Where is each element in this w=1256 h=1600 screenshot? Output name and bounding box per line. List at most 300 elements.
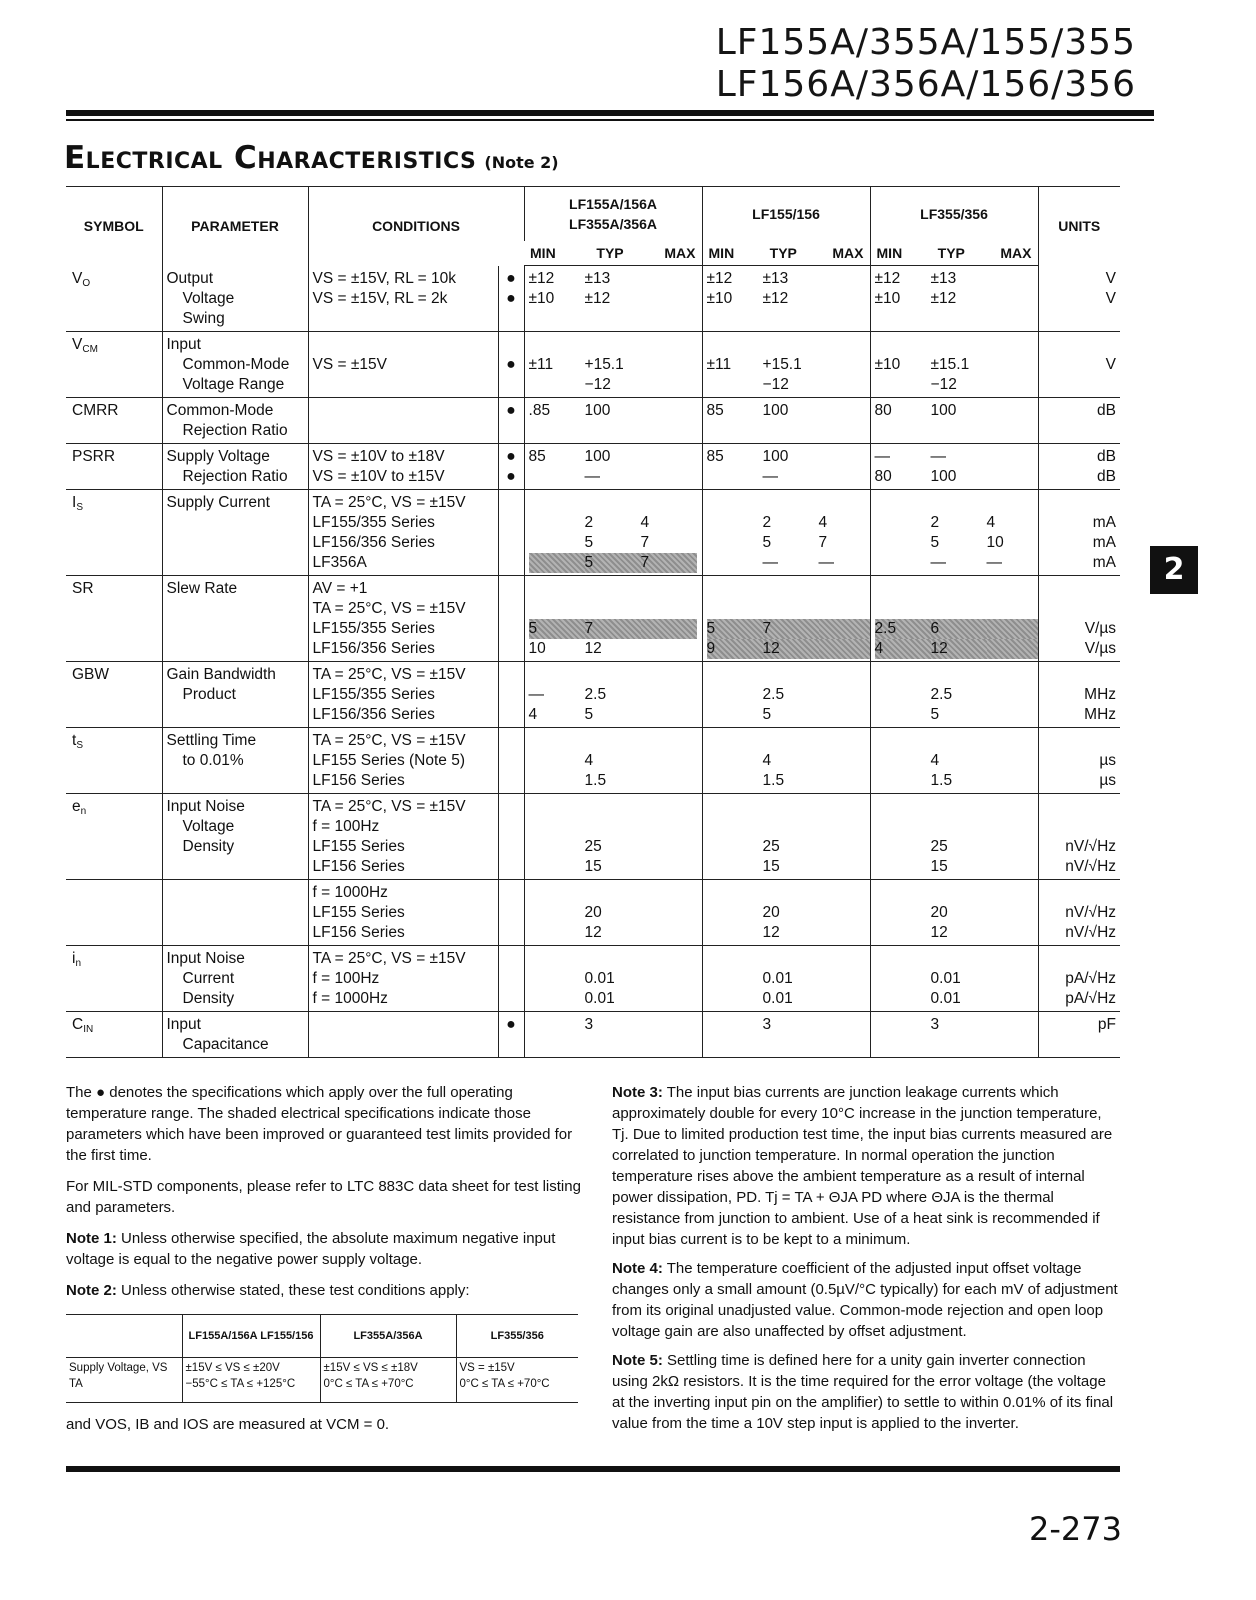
values-grid	[707, 579, 866, 659]
value-cell: 4	[640, 514, 650, 531]
value-cell	[819, 401, 871, 421]
table-row	[66, 444, 1120, 490]
value-cell	[931, 579, 987, 599]
value-cell	[875, 665, 931, 685]
value-cell: 80	[874, 402, 892, 419]
value-cell	[529, 883, 585, 903]
value-cell	[819, 375, 871, 395]
parameter-line: Settling Time	[166, 732, 257, 749]
tc-header-group-3: LF355/356	[456, 1315, 578, 1358]
tc-col-1	[182, 1358, 320, 1403]
unit-line: µs	[1099, 752, 1117, 769]
value-cell: 2.5	[930, 686, 953, 703]
bullet-marker: ●	[506, 1016, 516, 1033]
value-cell: 100	[930, 468, 957, 485]
value-cell	[585, 949, 641, 969]
note-1	[66, 1228, 586, 1270]
note-3-label: Note 3:	[612, 1084, 663, 1101]
cell-g2	[702, 398, 870, 444]
value-cell	[585, 579, 641, 599]
value-cell	[763, 493, 819, 513]
cell-conditions	[308, 794, 498, 880]
value-cell	[819, 705, 871, 725]
value-cell: 12	[931, 639, 987, 659]
value-cell: 25	[584, 838, 602, 855]
cell-symbol	[66, 662, 162, 728]
value-cell: 9	[707, 639, 763, 659]
condition-line: TA = 25°C, VS = ±15V	[312, 666, 466, 683]
value-cell	[819, 639, 871, 659]
value-cell: 100	[584, 402, 611, 419]
electrical-characteristics-table	[66, 186, 1120, 1058]
values-grid	[707, 797, 866, 877]
cell-g1	[524, 728, 702, 794]
value-cell	[819, 289, 871, 309]
note-1-label: Note 1:	[66, 1230, 117, 1247]
cell-g3	[870, 794, 1038, 880]
value-cell	[529, 731, 585, 751]
note-4-label: Note 4:	[612, 1260, 663, 1277]
cell-g1	[524, 444, 702, 490]
value-cell: 0.01	[584, 970, 615, 987]
value-cell	[529, 797, 585, 817]
value-cell	[707, 949, 763, 969]
cell-g2	[702, 662, 870, 728]
cell-units	[1038, 266, 1120, 332]
cell-g3	[870, 444, 1038, 490]
value-cell	[585, 883, 641, 903]
parameter-line: Rejection Ratio	[182, 422, 288, 439]
value-cell: 5	[585, 553, 641, 573]
cell-conditions	[308, 490, 498, 576]
value-cell	[641, 599, 697, 619]
value-cell: −12	[762, 376, 789, 393]
value-cell	[529, 467, 585, 487]
value-cell: 25	[762, 838, 780, 855]
value-cell: 1.5	[930, 772, 953, 789]
values-grid	[875, 797, 1034, 877]
value-cell	[529, 553, 585, 573]
value-cell	[819, 969, 871, 989]
cell-g2	[702, 490, 870, 576]
table-row	[66, 490, 1120, 576]
value-cell	[819, 447, 871, 467]
values-grid	[875, 949, 1034, 1009]
condition-line: VS = ±15V	[312, 356, 387, 373]
value-cell	[585, 665, 641, 685]
value-cell	[819, 923, 871, 943]
table-row	[66, 794, 1120, 880]
value-cell	[529, 771, 585, 791]
cell-conditions	[308, 728, 498, 794]
condition-line: VS = ±15V, RL = 10k	[312, 269, 457, 287]
values-grid	[707, 1015, 866, 1035]
bullet-marker	[503, 1035, 520, 1055]
tc-header-empty	[66, 1315, 182, 1358]
table-row	[66, 662, 1120, 728]
bullet-marker	[503, 553, 520, 573]
value-cell: 7	[640, 534, 650, 551]
value-cell	[529, 969, 585, 989]
value-cell	[819, 493, 871, 513]
bullet-marker	[503, 335, 520, 355]
part-numbers-line-2: LF156A/356A/156/356	[715, 64, 1136, 105]
value-cell: —	[528, 686, 545, 703]
header-group-3-cols	[870, 241, 1038, 266]
unit-line	[1043, 579, 1117, 599]
values-grid	[875, 731, 1034, 791]
header-typ: TYP	[769, 245, 797, 261]
value-cell: 85	[528, 448, 546, 465]
value-cell	[585, 599, 641, 619]
values-grid	[529, 731, 698, 791]
cell-units	[1038, 1012, 1120, 1058]
value-cell	[707, 923, 763, 943]
cell-symbol	[66, 1012, 162, 1058]
values-grid	[707, 665, 866, 725]
parameter-line: Input	[166, 1016, 201, 1033]
value-cell	[529, 579, 585, 599]
tc-label-ta: TA	[69, 1378, 83, 1390]
header-conditions: CONDITIONS	[308, 187, 524, 266]
bullet-marker	[503, 685, 520, 705]
value-cell: 5	[584, 706, 594, 723]
value-cell	[585, 797, 641, 817]
value-cell	[987, 903, 1039, 923]
value-cell	[875, 857, 931, 877]
value-cell	[707, 969, 763, 989]
cell-conditions	[308, 1012, 498, 1058]
parameter-line: Current	[182, 970, 235, 987]
symbol-subscript: CM	[82, 344, 98, 355]
cell-bullet	[498, 728, 524, 794]
value-cell	[819, 751, 871, 771]
cell-g2	[702, 266, 870, 332]
value-cell	[931, 949, 987, 969]
bullet-marker	[503, 731, 520, 751]
value-cell	[875, 797, 931, 817]
parameter-line: Common-Mode	[182, 356, 290, 373]
parameter-line: Voltage	[182, 818, 235, 835]
values-grid	[529, 579, 698, 659]
cell-g2	[702, 794, 870, 880]
value-cell: 3	[584, 1016, 594, 1033]
value-cell: —	[930, 448, 947, 465]
header-group-1	[524, 187, 702, 242]
value-cell: ±12	[528, 270, 555, 287]
value-cell	[641, 923, 697, 943]
value-cell	[819, 599, 871, 619]
value-cell: 20	[930, 904, 948, 921]
value-cell	[529, 493, 585, 513]
bullet-marker	[503, 817, 520, 837]
value-cell	[875, 513, 931, 533]
value-cell	[987, 969, 1039, 989]
value-cell: .85	[528, 402, 551, 419]
table-row	[66, 576, 1120, 662]
part-numbers-header	[716, 22, 1136, 106]
value-cell: 100	[762, 402, 789, 419]
tc-header-group-1: LF155A/156A LF155/156	[182, 1315, 320, 1358]
values-grid	[875, 269, 1034, 309]
condition-line: AV = +1	[312, 580, 368, 597]
note-2-text: Unless otherwise stated, these test conditions apply:	[121, 1282, 470, 1299]
condition-line: LF156 Series	[312, 858, 405, 875]
value-cell: ±10	[528, 290, 555, 307]
value-cell	[529, 665, 585, 685]
table-row	[66, 398, 1120, 444]
cell-symbol	[66, 576, 162, 662]
cell-g1	[524, 266, 702, 332]
cell-bullet	[498, 490, 524, 576]
value-cell	[987, 269, 1039, 289]
unit-line	[1043, 665, 1117, 685]
value-cell	[641, 989, 697, 1009]
symbol-subscript: S	[76, 740, 83, 751]
bullet-marker	[503, 969, 520, 989]
bullet-marker	[503, 751, 520, 771]
value-cell	[875, 923, 931, 943]
value-cell	[641, 335, 697, 355]
value-cell	[819, 949, 871, 969]
condition-line: f = 1000Hz	[312, 884, 388, 901]
bullet-marker	[503, 665, 520, 685]
value-cell	[819, 883, 871, 903]
symbol-subscript: O	[82, 277, 91, 289]
note-5-text: Settling time is defined here for a unity gain inverter connection using 2kΩ resistors. It is the time required for the error voltage (the voltage at the inverting input pin on the amplifier) to settle to within 0.01% of its final value from the time a 10V step input is applied to the inverter.	[612, 1352, 1114, 1432]
value-cell: 85	[706, 402, 724, 419]
value-cell: ±12	[584, 290, 611, 307]
value-cell: —	[584, 468, 601, 485]
condition-line	[313, 1015, 494, 1035]
value-cell	[931, 493, 987, 513]
value-cell	[875, 533, 931, 553]
header-group-1-line-1: LF155A/156A	[569, 196, 657, 212]
values-grid	[707, 447, 866, 487]
value-cell	[707, 705, 763, 725]
value-cell	[987, 857, 1039, 877]
bullet-marker: ●	[506, 402, 516, 419]
value-cell	[819, 685, 871, 705]
bullet-marker	[503, 771, 520, 791]
symbol-text: e	[72, 798, 81, 815]
header-group-2: LF155/156	[702, 187, 870, 242]
cell-symbol	[66, 794, 162, 880]
value-cell	[987, 837, 1039, 857]
values-grid	[875, 665, 1034, 725]
page-number: 2-273	[1029, 1510, 1122, 1548]
value-cell: ±11	[706, 356, 732, 373]
value-cell	[641, 639, 697, 659]
bullet-marker	[503, 949, 520, 969]
value-cell	[875, 493, 931, 513]
unit-line: V	[1105, 269, 1117, 287]
condition-line: LF155 Series	[312, 904, 405, 921]
values-grid	[707, 883, 866, 943]
note-2	[66, 1280, 586, 1301]
values-grid	[875, 335, 1034, 395]
bullet-marker	[503, 513, 520, 533]
parameter-line: Voltage	[182, 289, 235, 307]
measured-note: and VOS, IB and IOS are measured at VCM = 0.	[66, 1416, 390, 1433]
cell-g2	[702, 880, 870, 946]
condition-line: LF156/356 Series	[312, 534, 435, 551]
cell-g3	[870, 332, 1038, 398]
value-cell: 5	[707, 619, 763, 639]
value-cell: 5	[762, 534, 772, 551]
mil-std-note: For MIL-STD components, please refer to LTC 883C data sheet for test listing and parameters.	[66, 1178, 581, 1216]
parameter-line: to 0.01%	[182, 752, 244, 769]
header-max: MAX	[1000, 245, 1032, 261]
cell-parameter	[162, 880, 308, 946]
value-cell: ±13	[584, 270, 611, 287]
parameter-line: Input Noise	[166, 950, 245, 967]
unit-line	[1043, 949, 1117, 969]
value-cell	[987, 989, 1039, 1009]
value-cell	[987, 401, 1039, 421]
cell-g1	[524, 576, 702, 662]
cell-units	[1038, 332, 1120, 398]
value-cell	[529, 949, 585, 969]
cell-units	[1038, 576, 1120, 662]
cell-parameter	[162, 1012, 308, 1058]
value-cell	[875, 375, 931, 395]
cell-g1	[524, 794, 702, 880]
cell-g2	[702, 444, 870, 490]
bullet-marker: ●	[506, 468, 516, 485]
bullet-marker: ●	[506, 289, 516, 307]
value-cell: 4	[986, 514, 996, 531]
bullet-marker	[503, 857, 520, 877]
symbol-subscript: n	[75, 958, 82, 969]
symbol-text: V	[72, 336, 83, 353]
value-cell	[707, 751, 763, 771]
parameter-line: Output	[166, 269, 214, 287]
tc-value: ±15V ≤ VS ≤ ±18V	[323, 1362, 418, 1374]
cell-units	[1038, 398, 1120, 444]
bullet-marker	[503, 705, 520, 725]
parameter-line: Density	[182, 990, 235, 1007]
value-cell: 10	[986, 534, 1004, 551]
cell-g3	[870, 662, 1038, 728]
value-cell: 3	[930, 1016, 940, 1033]
value-cell: ±10	[874, 356, 901, 373]
condition-line: LF156/356 Series	[312, 706, 435, 723]
section-title-note: (Note 2)	[484, 153, 559, 172]
value-cell: 0.01	[584, 990, 615, 1007]
table-row	[66, 880, 1120, 946]
values-grid	[707, 949, 866, 1009]
cell-bullet	[498, 946, 524, 1012]
condition-line: f = 100Hz	[312, 970, 380, 987]
bullet-marker	[503, 599, 520, 619]
header-min: MIN	[708, 245, 735, 261]
value-cell	[987, 705, 1039, 725]
electrical-characteristics-body	[66, 266, 1120, 1058]
value-cell: ±12	[874, 270, 901, 287]
table-row	[66, 266, 1120, 332]
value-cell	[875, 949, 931, 969]
value-cell: 5	[762, 706, 772, 723]
value-cell: 85	[706, 448, 724, 465]
value-cell	[875, 599, 931, 619]
values-grid	[875, 579, 1034, 659]
unit-line: nV/√Hz	[1065, 858, 1117, 875]
condition-line: TA = 25°C, VS = ±15V	[312, 732, 466, 749]
value-cell	[987, 355, 1039, 375]
value-cell: 80	[874, 468, 892, 485]
value-cell	[707, 599, 763, 619]
cell-g1	[524, 946, 702, 1012]
symbol-text: C	[72, 1016, 84, 1033]
parameter-line: Capacitance	[182, 1036, 269, 1053]
cell-parameter	[162, 794, 308, 880]
cell-bullet	[498, 662, 524, 728]
value-cell	[641, 467, 697, 487]
value-cell: ±15.1	[930, 356, 970, 373]
symbol-text: GBW	[72, 666, 110, 683]
cell-g2	[702, 1012, 870, 1058]
value-cell	[585, 335, 641, 355]
unit-line	[1043, 731, 1117, 751]
value-cell	[931, 335, 987, 355]
cell-g3	[870, 880, 1038, 946]
value-cell	[641, 375, 697, 395]
value-cell	[875, 1015, 931, 1035]
symbol-text: i	[72, 950, 76, 967]
value-cell	[875, 969, 931, 989]
cell-units	[1038, 794, 1120, 880]
value-cell: 20	[584, 904, 602, 921]
value-cell	[819, 857, 871, 877]
value-cell	[931, 797, 987, 817]
table-row	[66, 1012, 1120, 1058]
value-cell	[529, 989, 585, 1009]
value-cell: 4	[818, 514, 828, 531]
value-cell	[585, 731, 641, 751]
cell-symbol	[66, 728, 162, 794]
values-grid	[875, 401, 1034, 421]
value-cell	[875, 751, 931, 771]
bullet-marker	[503, 837, 520, 857]
cell-conditions	[308, 880, 498, 946]
value-cell: ±11	[528, 356, 554, 373]
cell-g2	[702, 946, 870, 1012]
value-cell: 2	[762, 514, 772, 531]
header-typ: TYP	[596, 245, 624, 261]
unit-line	[1043, 883, 1117, 903]
value-cell: ±10	[706, 290, 733, 307]
parameter-line: Input	[166, 336, 201, 353]
value-cell: 4	[875, 639, 931, 659]
value-cell	[641, 949, 697, 969]
cell-g1	[524, 490, 702, 576]
unit-line: µs	[1099, 772, 1117, 789]
bullet-marker	[503, 579, 520, 599]
bullet-marker: ●	[506, 269, 516, 287]
value-cell: 10	[528, 640, 546, 657]
value-cell: 5	[584, 534, 594, 551]
symbol-subscript: S	[76, 502, 83, 513]
values-grid	[875, 883, 1034, 943]
value-cell: 4	[762, 752, 772, 769]
section-title-text: Electrical Characteristics	[64, 140, 477, 176]
value-cell: 100	[762, 448, 789, 465]
value-cell	[987, 375, 1039, 395]
value-cell	[819, 355, 871, 375]
unit-line: dB	[1097, 468, 1117, 485]
value-cell: —	[986, 554, 1003, 571]
